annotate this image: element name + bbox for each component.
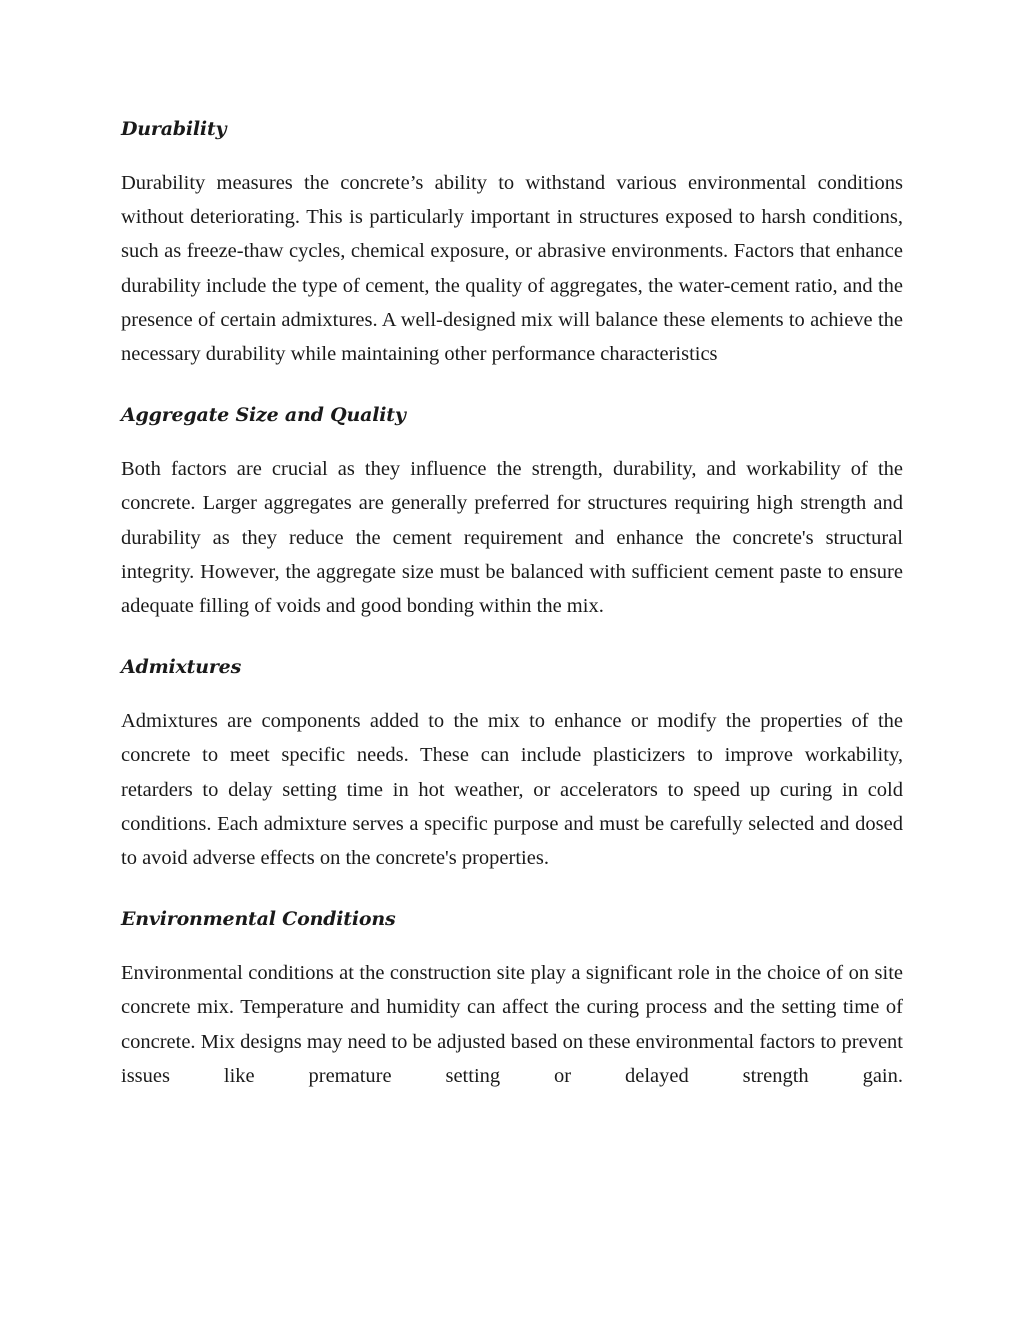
section-paragraph: Environmental conditions at the construction site play a significant role in the choice of on site concrete mix. Temperature and humidity can affect the curing process and the setting time of concrete. Mix designs may need to be adjusted based on these environmental factors to prevent issues like premature setting or delayed strength gain. xyxy=(121,962,903,1087)
section-environmental-conditions xyxy=(121,902,903,1093)
section-heading: Environmental Conditions xyxy=(121,908,396,931)
section-heading: Admixtures xyxy=(121,656,242,679)
section-admixtures xyxy=(121,650,903,875)
section-heading: Aggregate Size and Quality xyxy=(121,404,406,427)
section-aggregate-size-and-quality xyxy=(121,398,903,623)
section-paragraph: Durability measures the concrete’s ability to withstand various environmental conditions without deteriorating. This is particularly important in structures exposed to harsh conditions, such as freeze-thaw cycles, chemical exposure, or abrasive environments. Factors that enhance durability include the type of cement, the quality of aggregates, the water-cement ratio, and the presence of certain admixtures. A well-designed mix will balance these elements to achieve the necessary durability while maintaining other performance characteristics xyxy=(121,172,903,366)
section-durability xyxy=(121,112,903,371)
section-paragraph: Both factors are crucial as they influence the strength, durability, and workability of the concrete. Larger aggregates are generally preferred for structures requiring high strength and durability as they reduce the cement requirement and enhance the concrete's structural integrity. However, the aggregate size must be balanced with sufficient cement paste to ensure adequate filling of voids and good bonding within the mix. xyxy=(121,458,903,618)
section-heading: Durability xyxy=(121,118,227,140)
section-paragraph: Admixtures are components added to the mix to enhance or modify the properties of the concrete to meet specific needs. These can include plasticizers to improve workability, retarders to delay setting time in hot weather, or accelerators to speed up curing in cold conditions. Each admixture serves a specific purpose and must be carefully selected and dosed to avoid adverse effects on the concrete's properties. xyxy=(121,710,903,870)
document-page xyxy=(121,112,903,1120)
